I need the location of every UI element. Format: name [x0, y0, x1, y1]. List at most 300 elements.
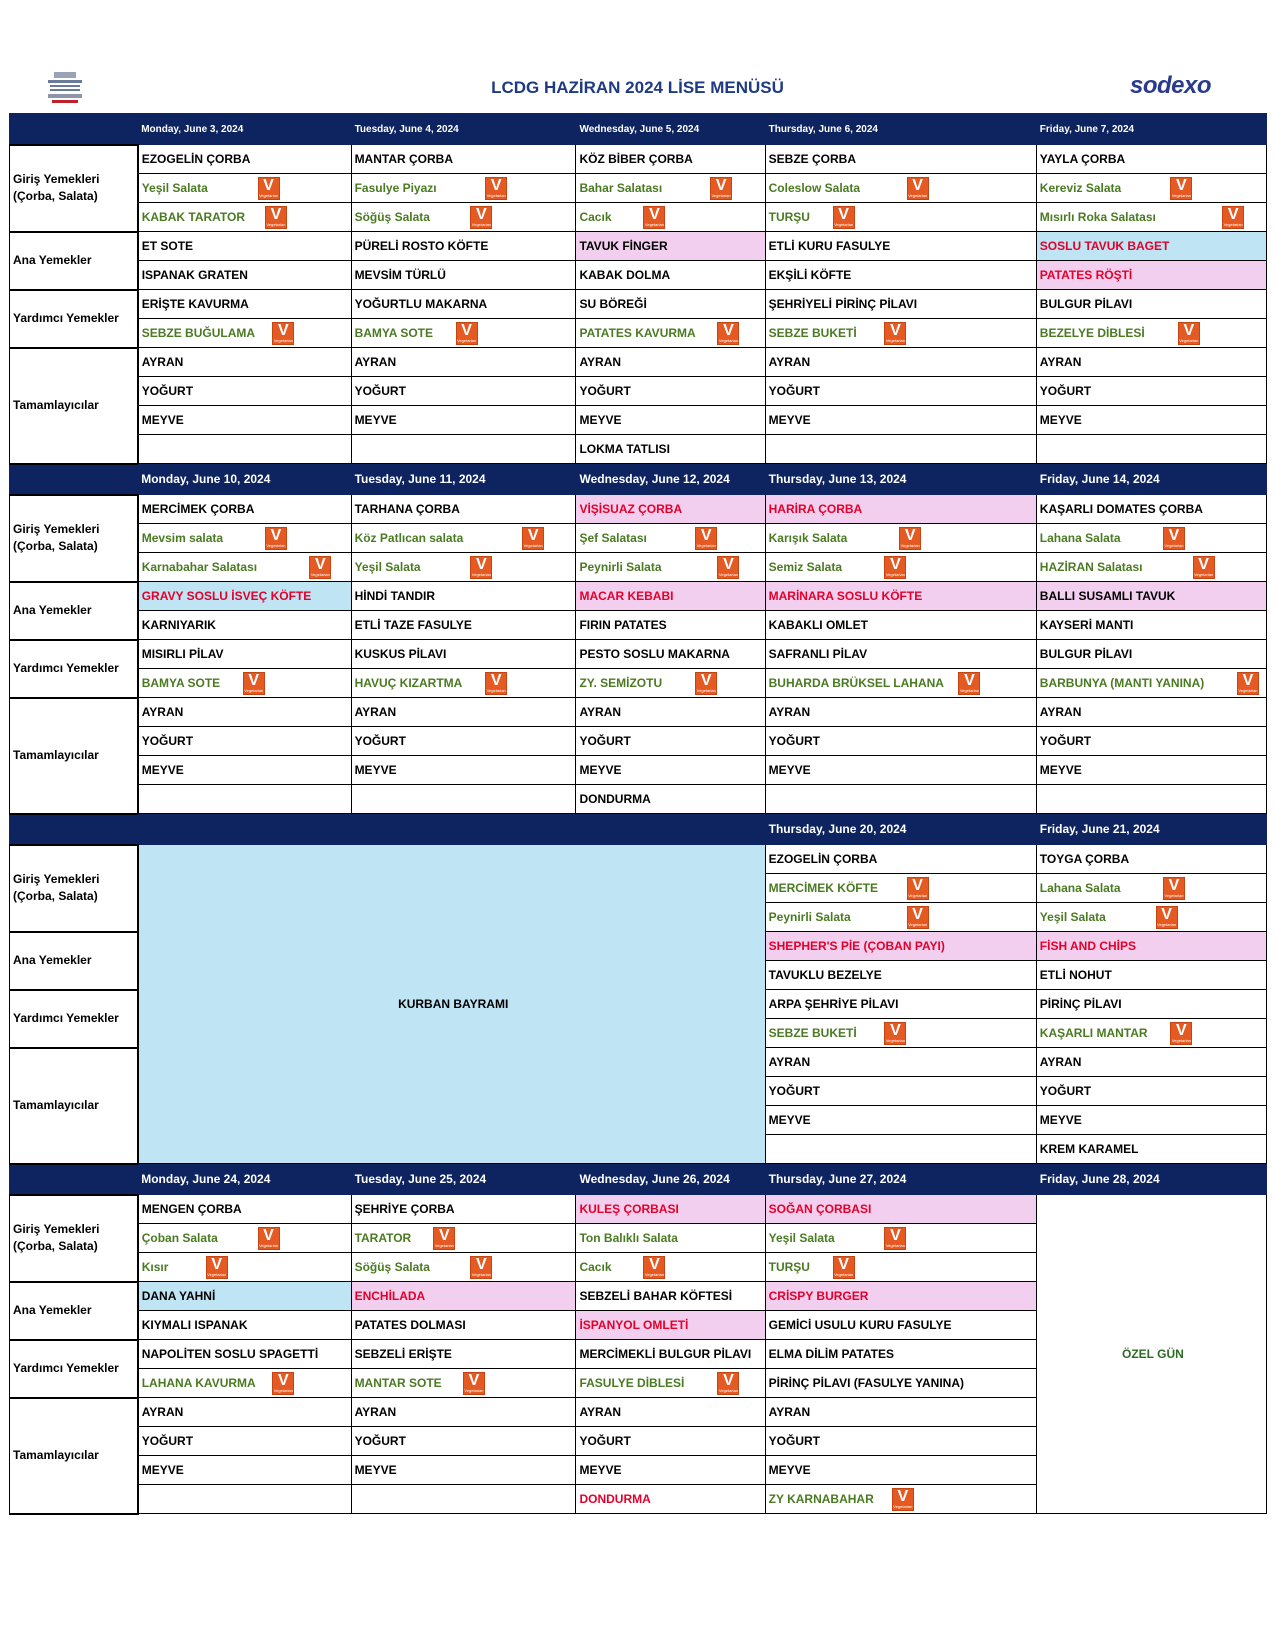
day-date-header: Thursday, June 6, 2024: [765, 114, 1036, 145]
vegetarian-badge-icon: [907, 177, 929, 200]
menu-item-text: AYRAN: [354, 1405, 397, 1419]
vegetarian-badge-caption: Vegetarian: [885, 338, 905, 343]
vegetarian-badge-caption: Vegetarian: [1171, 193, 1191, 198]
vegetarian-badge-caption: Vegetarian: [464, 1388, 484, 1393]
menu-item-cell: [1036, 261, 1266, 290]
vegetarian-badge-icon: [1170, 1022, 1192, 1045]
menu-item-text: TAVUKLU BEZELYE: [768, 968, 882, 982]
menu-item-text: YOĞURT: [768, 1084, 820, 1098]
vegetarian-badge-caption: Vegetarian: [1223, 222, 1243, 227]
vegetarian-badge-icon: [470, 1256, 492, 1279]
vegetarian-badge-caption: Vegetarian: [959, 688, 979, 693]
menu-item-text: ERİŞTE KAVURMA: [141, 297, 249, 311]
menu-item-cell: [138, 1195, 351, 1224]
menu-item-text: SEBZE BUKETİ: [768, 326, 857, 340]
menu-item-cell: [765, 348, 1036, 377]
menu-item-cell: [351, 640, 576, 669]
vegetarian-badge-caption: Vegetarian: [834, 222, 854, 227]
menu-item-cell: [765, 1311, 1036, 1340]
category-label-ana: Ana Yemekler: [10, 932, 138, 990]
menu-item-cell: [576, 611, 765, 640]
menu-item-cell: [138, 727, 351, 756]
vegetarian-badge-letter: V: [1176, 177, 1187, 194]
menu-item-cell: [351, 435, 576, 464]
vegetarian-badge-letter: V: [904, 527, 916, 544]
menu-row: [10, 261, 1267, 290]
vegetarian-badge-icon: [958, 672, 980, 695]
menu-item-text: AYRAN: [579, 1405, 622, 1419]
menu-item-text: PÜRELİ ROSTO KÖFTE: [354, 239, 489, 253]
menu-item-text: PATATES RÖŞTİ: [1039, 268, 1133, 282]
vegetarian-badge-letter: V: [1183, 322, 1195, 339]
menu-item-text: AYRAN: [141, 1405, 184, 1419]
menu-item-cell: [1036, 932, 1266, 961]
category-label-ana: Ana Yemekler: [10, 582, 138, 640]
category-label-tamamlayici: Tamamlayıcılar: [10, 1398, 138, 1514]
menu-item-cell: [138, 232, 351, 261]
menu-item-cell: [351, 1253, 576, 1282]
vegetarian-badge-letter: V: [476, 1256, 487, 1273]
menu-item-text: MARİNARA SOSLU KÖFTE: [768, 589, 923, 603]
menu-item-text: HİNDİ TANDIR: [354, 589, 435, 603]
menu-row: [10, 348, 1267, 377]
vegetarian-badge-icon: [522, 527, 544, 550]
menu-item-text: Kısır: [141, 1260, 169, 1274]
menu-row: [10, 377, 1267, 406]
menu-item-text: BEZELYE DİBLESİ: [1039, 326, 1145, 340]
menu-item-cell: [1036, 1106, 1266, 1135]
menu-item-cell: [138, 1369, 351, 1398]
menu-item-text: VİŞİSUAZ ÇORBA: [579, 502, 683, 516]
day-date-header: Friday, June 21, 2024: [1036, 814, 1266, 845]
vegetarian-badge-letter: V: [649, 206, 660, 223]
vegetarian-badge-letter: V: [890, 1022, 901, 1039]
menu-item-text: DANA YAHNİ: [141, 1289, 216, 1303]
menu-item-text: MACAR KEBABI: [579, 589, 674, 603]
menu-item-cell: [138, 669, 351, 698]
menu-row: [10, 319, 1267, 348]
menu-item-text: CRİSPY BURGER: [768, 1289, 869, 1303]
menu-item-cell: [576, 1195, 765, 1224]
menu-item-cell: [138, 174, 351, 203]
menu-item-cell: [765, 990, 1036, 1019]
day-date-header: [576, 814, 765, 845]
menu-item-cell: [576, 669, 765, 698]
vegetarian-badge-icon: [710, 177, 732, 200]
menu-item-cell: [1036, 845, 1266, 874]
menu-item-text: ZY. SEMİZOTU: [579, 676, 663, 690]
vegetarian-badge-caption: Vegetarian: [1157, 922, 1177, 927]
vegetarian-badge-caption: Vegetarian: [711, 193, 731, 198]
vegetarian-badge-letter: V: [1168, 527, 1180, 544]
menu-item-cell: [765, 1398, 1036, 1427]
menu-item-text: İSPANYOL OMLETİ: [579, 1318, 689, 1332]
menu-item-cell: [1036, 669, 1266, 698]
vegetarian-badge-caption: Vegetarian: [258, 193, 279, 198]
menu-item-cell: [1036, 348, 1266, 377]
menu-item-cell: [765, 1253, 1036, 1282]
menu-item-text: YAYLA ÇORBA: [1039, 152, 1126, 166]
day-date-header: Thursday, June 20, 2024: [765, 814, 1036, 845]
menu-item-text: YOĞURT: [768, 384, 820, 398]
menu-item-text: HAVUÇ KIZARTMA: [354, 676, 463, 690]
menu-item-text: KÖZ BİBER ÇORBA: [579, 152, 693, 166]
vegetarian-badge-caption: Vegetarian: [908, 193, 928, 198]
vegetarian-badge-icon: [265, 206, 287, 229]
menu-item-text: Yeşil Salata: [354, 560, 421, 574]
menu-item-text: NAPOLİTEN SOSLU SPAGETTİ: [141, 1347, 319, 1361]
menu-item-cell: [765, 727, 1036, 756]
vegetarian-badge-caption: Vegetarian: [273, 1388, 293, 1393]
day-date-header: Wednesday, June 5, 2024: [576, 114, 765, 145]
menu-item-text: ARPA ŞEHRİYE PİLAVI: [768, 997, 899, 1011]
day-date-header: Friday, June 28, 2024: [1036, 1164, 1266, 1195]
vegetarian-badge-icon: [485, 672, 507, 695]
menu-item-text: Lahana Salata: [1039, 531, 1121, 545]
menu-item-text: Lahana Salata: [1039, 881, 1121, 895]
menu-item-text: ZY KARNABAHAR: [768, 1492, 874, 1506]
vegetarian-badge-icon: [717, 556, 739, 579]
menu-item-cell: [1036, 698, 1266, 727]
menu-item-cell: [138, 640, 351, 669]
menu-item-cell: [138, 785, 351, 814]
menu-item-cell: [576, 698, 765, 727]
menu-item-cell: [765, 290, 1036, 319]
day-date-header: Tuesday, June 4, 2024: [351, 114, 576, 145]
menu-item-cell: [138, 495, 351, 524]
special-day-block: ÖZEL GÜN: [1036, 1195, 1266, 1514]
menu-item-cell: [1036, 232, 1266, 261]
menu-item-cell: [765, 1135, 1036, 1164]
menu-item-cell: [138, 524, 351, 553]
menu-item-cell: [765, 961, 1036, 990]
vegetarian-badge-icon: [1178, 322, 1200, 345]
menu-row: [10, 582, 1267, 611]
menu-item-cell: [576, 1369, 765, 1398]
menu-item-text: TURŞU: [768, 1260, 810, 1274]
menu-item-cell: [1036, 435, 1266, 464]
day-date-header: [351, 814, 576, 845]
day-date-header: Monday, June 10, 2024: [138, 464, 351, 495]
menu-item-cell: [765, 1019, 1036, 1048]
day-date-header: Friday, June 14, 2024: [1036, 464, 1266, 495]
vegetarian-badge-letter: V: [461, 322, 472, 339]
menu-row: [10, 290, 1267, 319]
menu-row: [10, 727, 1267, 756]
page-title: LCDG HAZİRAN 2024 LİSE MENÜSÜ: [491, 78, 784, 97]
menu-item-text: EZOGELİN ÇORBA: [141, 152, 251, 166]
vegetarian-badge-letter: V: [314, 556, 326, 573]
vegetarian-badge-letter: V: [700, 527, 712, 544]
vegetarian-badge-letter: V: [723, 322, 734, 339]
vegetarian-badge-icon: [485, 177, 507, 200]
menu-item-cell: [576, 524, 765, 553]
menu-item-text: Karnabahar Salatası: [141, 560, 258, 574]
vegetarian-badge-caption: Vegetarian: [893, 1504, 913, 1509]
holiday-block: KURBAN BAYRAMI: [138, 845, 765, 1164]
menu-item-cell: [351, 1427, 576, 1456]
category-label-giris: Giriş Yemekleri (Çorba, Salata): [10, 145, 138, 232]
category-label-giris: Giriş Yemekleri (Çorba, Salata): [10, 845, 138, 932]
vegetarian-badge-icon: [833, 206, 855, 229]
menu-item-cell: [765, 1077, 1036, 1106]
menu-item-text: MEYVE: [354, 1463, 397, 1477]
day-date-header: Tuesday, June 25, 2024: [351, 1164, 576, 1195]
menu-row: [10, 203, 1267, 232]
menu-item-cell: [1036, 495, 1266, 524]
menu-item-cell: [1036, 174, 1266, 203]
vegetarian-badge-letter: V: [890, 1227, 901, 1244]
menu-item-cell: [576, 1485, 765, 1514]
vegetarian-badge-caption: Vegetarian: [486, 193, 506, 198]
menu-item-text: BAMYA SOTE: [141, 676, 221, 690]
menu-item-text: AYRAN: [579, 355, 622, 369]
menu-item-cell: [576, 1398, 765, 1427]
menu-item-cell: [576, 1456, 765, 1485]
menu-item-text: PİRİNÇ PİLAVI (FASULYE YANINA): [768, 1376, 965, 1390]
vegetarian-badge-letter: V: [468, 1372, 480, 1389]
menu-item-cell: [138, 1224, 351, 1253]
vegetarian-badge-icon: [1163, 877, 1185, 900]
vegetarian-badge-caption: Vegetarian: [1164, 893, 1184, 898]
menu-item-text: SEBZE ÇORBA: [768, 152, 856, 166]
menu-item-text: Peynirli Salata: [579, 560, 662, 574]
menu-item-text: DONDURMA: [579, 792, 651, 806]
menu-item-text: YOĞURT: [354, 1434, 406, 1448]
menu-item-cell: [576, 377, 765, 406]
page-header: [0, 60, 1275, 110]
menu-item-text: YOĞURT: [141, 384, 194, 398]
vegetarian-badge-icon: [456, 322, 478, 345]
menu-item-cell: [351, 1398, 576, 1427]
menu-item-text: MEYVE: [768, 413, 811, 427]
menu-item-cell: [1036, 406, 1266, 435]
menu-item-cell: [138, 377, 351, 406]
menu-item-cell: [765, 1195, 1036, 1224]
menu-item-text: MEYVE: [1039, 413, 1082, 427]
menu-item-cell: [351, 495, 576, 524]
menu-item-cell: [576, 640, 765, 669]
menu-item-text: SOSLU TAVUK BAGET: [1039, 239, 1170, 253]
vegetarian-badge-icon: [309, 556, 331, 579]
vegetarian-badge-letter: V: [439, 1227, 450, 1244]
menu-item-cell: [765, 698, 1036, 727]
vegetarian-badge-icon: [907, 906, 929, 929]
menu-item-text: MERCİMEKLİ BULGUR PİLAVI: [579, 1347, 752, 1361]
menu-item-cell: [765, 524, 1036, 553]
menu-item-cell: [765, 874, 1036, 903]
menu-item-cell: [765, 261, 1036, 290]
menu-item-text: ETLİ TAZE FASULYE: [354, 618, 472, 632]
menu-item-text: Mevsim salata: [141, 531, 224, 545]
menu-item-cell: [765, 1282, 1036, 1311]
menu-item-cell: [351, 1195, 576, 1224]
menu-item-text: YOĞURT: [141, 734, 194, 748]
menu-item-text: Çoban Salata: [141, 1231, 218, 1245]
menu-item-cell: [1036, 990, 1266, 1019]
menu-row: [10, 406, 1267, 435]
menu-item-cell: [138, 348, 351, 377]
menu-item-text: KAYSERİ MANTI: [1039, 618, 1134, 632]
menu-row: [10, 495, 1267, 524]
vegetarian-badge-caption: Vegetarian: [696, 688, 716, 693]
menu-item-text: MEYVE: [579, 413, 622, 427]
menu-item-cell: [765, 232, 1036, 261]
menu-item-cell: [138, 611, 351, 640]
vegetarian-badge-icon: [884, 322, 906, 345]
menu-item-cell: [351, 261, 576, 290]
vegetarian-badge-caption: Vegetarian: [885, 572, 905, 577]
vegetarian-badge-caption: Vegetarian: [718, 1388, 739, 1393]
menu-item-cell: [138, 1427, 351, 1456]
menu-item-text: KREM KARAMEL: [1039, 1142, 1139, 1156]
menu-item-text: AYRAN: [141, 705, 184, 719]
menu-item-cell: [351, 669, 576, 698]
menu-item-text: MEYVE: [1039, 1113, 1082, 1127]
menu-item-cell: [351, 377, 576, 406]
vegetarian-badge-caption: Vegetarian: [1164, 543, 1184, 548]
menu-item-text: YOĞURT: [141, 1434, 194, 1448]
menu-item-cell: [576, 145, 765, 174]
menu-item-text: FİSH AND CHİPS: [1039, 939, 1137, 953]
vegetarian-badge-letter: V: [1168, 877, 1180, 894]
menu-item-cell: [351, 1369, 576, 1398]
menu-item-text: Kereviz Salata: [1039, 181, 1122, 195]
menu-item-text: AYRAN: [768, 1405, 811, 1419]
menu-row: [10, 698, 1267, 727]
menu-item-cell: [351, 553, 576, 582]
menu-item-text: FASULYE DİBLESİ: [579, 1376, 685, 1390]
menu-item-text: BALLI SUSAMLI TAVUK: [1039, 589, 1176, 603]
vegetarian-badge-caption: Vegetarian: [471, 1272, 491, 1277]
category-label-ana: Ana Yemekler: [10, 232, 138, 290]
menu-item-text: KIYMALI ISPANAK: [141, 1318, 248, 1332]
week-header-corner: [10, 114, 138, 145]
vegetarian-badge-icon: [695, 527, 717, 550]
menu-item-cell: [351, 698, 576, 727]
day-date-header: Wednesday, June 12, 2024: [576, 464, 765, 495]
menu-item-text: SU BÖREĞİ: [579, 297, 647, 311]
menu-row: [10, 435, 1267, 464]
vegetarian-badge-letter: V: [912, 177, 923, 194]
menu-item-cell: [765, 1485, 1036, 1514]
menu-item-cell: [765, 377, 1036, 406]
menu-item-cell: [138, 756, 351, 785]
menu-item-text: MANTAR SOTE: [354, 1376, 442, 1390]
menu-item-cell: [351, 290, 576, 319]
menu-item-cell: [1036, 640, 1266, 669]
menu-item-text: ENCHİLADA: [354, 1289, 426, 1303]
vegetarian-badge-icon: [470, 556, 492, 579]
menu-item-cell: [138, 145, 351, 174]
menu-item-text: ET SOTE: [141, 239, 194, 253]
menu-item-cell: [1036, 903, 1266, 932]
vegetarian-badge-icon: [833, 1256, 855, 1279]
menu-item-text: PATATES DOLMASI: [354, 1318, 466, 1332]
vegetarian-badge-letter: V: [964, 672, 975, 689]
menu-item-cell: [351, 203, 576, 232]
menu-item-cell: [351, 232, 576, 261]
menu-item-cell: [351, 1456, 576, 1485]
menu-item-text: MEYVE: [768, 763, 811, 777]
vegetarian-badge-letter: V: [838, 1256, 849, 1273]
menu-item-text: DONDURMA: [579, 1492, 651, 1506]
vegetarian-badge-caption: Vegetarian: [696, 543, 716, 548]
vegetarian-badge-caption: Vegetarian: [1171, 1038, 1191, 1043]
menu-item-cell: [1036, 524, 1266, 553]
vegetarian-badge-letter: V: [1176, 1022, 1187, 1039]
menu-row: [10, 232, 1267, 261]
vegetarian-badge-letter: V: [723, 1372, 734, 1389]
week-header-corner: [10, 464, 138, 495]
menu-item-text: MEYVE: [1039, 763, 1082, 777]
menu-item-text: Söğüş Salata: [354, 210, 430, 224]
menu-item-cell: [351, 524, 576, 553]
menu-item-text: Ton Balıklı Salata: [579, 1231, 678, 1245]
menu-item-text: MEYVE: [354, 763, 397, 777]
menu-item-cell: [765, 1340, 1036, 1369]
menu-row: [10, 1195, 1267, 1224]
vegetarian-badge-icon: [884, 556, 906, 579]
vegetarian-badge-caption: Vegetarian: [908, 922, 928, 927]
menu-item-cell: [765, 553, 1036, 582]
vegetarian-badge-icon: [1222, 206, 1244, 229]
menu-item-text: AYRAN: [1039, 705, 1082, 719]
vegetarian-badge-letter: V: [248, 672, 260, 689]
menu-row: [10, 756, 1267, 785]
vegetarian-badge-letter: V: [211, 1256, 223, 1273]
vegetarian-badge-caption: Vegetarian: [456, 338, 477, 343]
menu-item-cell: [1036, 785, 1266, 814]
vegetarian-badge-caption: Vegetarian: [644, 222, 665, 227]
vegetarian-badge-letter: V: [476, 206, 487, 223]
vegetarian-badge-icon: [717, 322, 739, 345]
menu-item-text: KABAKLI OMLET: [768, 618, 868, 632]
menu-item-cell: [576, 1311, 765, 1340]
category-label-yardimci: Yardımcı Yemekler: [10, 990, 138, 1048]
menu-item-cell: [1036, 1077, 1266, 1106]
menu-item-text: Mısırlı Roka Salatası: [1039, 210, 1156, 224]
menu-item-text: Söğüş Salata: [354, 1260, 430, 1274]
vegetarian-badge-letter: V: [1161, 906, 1172, 923]
menu-item-text: ELMA DİLİM PATATES: [768, 1347, 894, 1361]
menu-item-cell: [138, 698, 351, 727]
menu-item-text: SEBZELİ BAHAR KÖFTESİ: [579, 1289, 733, 1303]
menu-item-cell: [138, 553, 351, 582]
menu-item-text: Karışık Salata: [768, 531, 848, 545]
menu-item-text: ETLİ NOHUT: [1039, 968, 1112, 982]
menu-item-cell: [351, 1485, 576, 1514]
vegetarian-badge-caption: Vegetarian: [207, 1272, 227, 1277]
vegetarian-badge-icon: [433, 1227, 455, 1250]
menu-item-cell: [576, 1253, 765, 1282]
menu-item-text: ŞEHRİYE ÇORBA: [354, 1202, 455, 1216]
menu-item-text: SHEPHER'S PİE (ÇOBAN PAYI): [768, 939, 945, 953]
menu-item-cell: [576, 1224, 765, 1253]
menu-item-text: KARNIYARIK: [141, 618, 216, 632]
menu-row: [10, 640, 1267, 669]
menu-item-text: BAMYA SOTE: [354, 326, 434, 340]
menu-item-text: PATATES KAVURMA: [579, 326, 696, 340]
menu-item-text: AYRAN: [1039, 1055, 1082, 1069]
menu-item-text: KUSKUS PİLAVI: [354, 647, 447, 661]
vegetarian-badge-letter: V: [1227, 206, 1239, 223]
menu-row: [10, 174, 1267, 203]
vegetarian-badge-caption: Vegetarian: [644, 1272, 665, 1277]
menu-item-cell: [576, 290, 765, 319]
category-label-yardimci: Yardımcı Yemekler: [10, 1340, 138, 1398]
day-date-header: [138, 814, 351, 845]
